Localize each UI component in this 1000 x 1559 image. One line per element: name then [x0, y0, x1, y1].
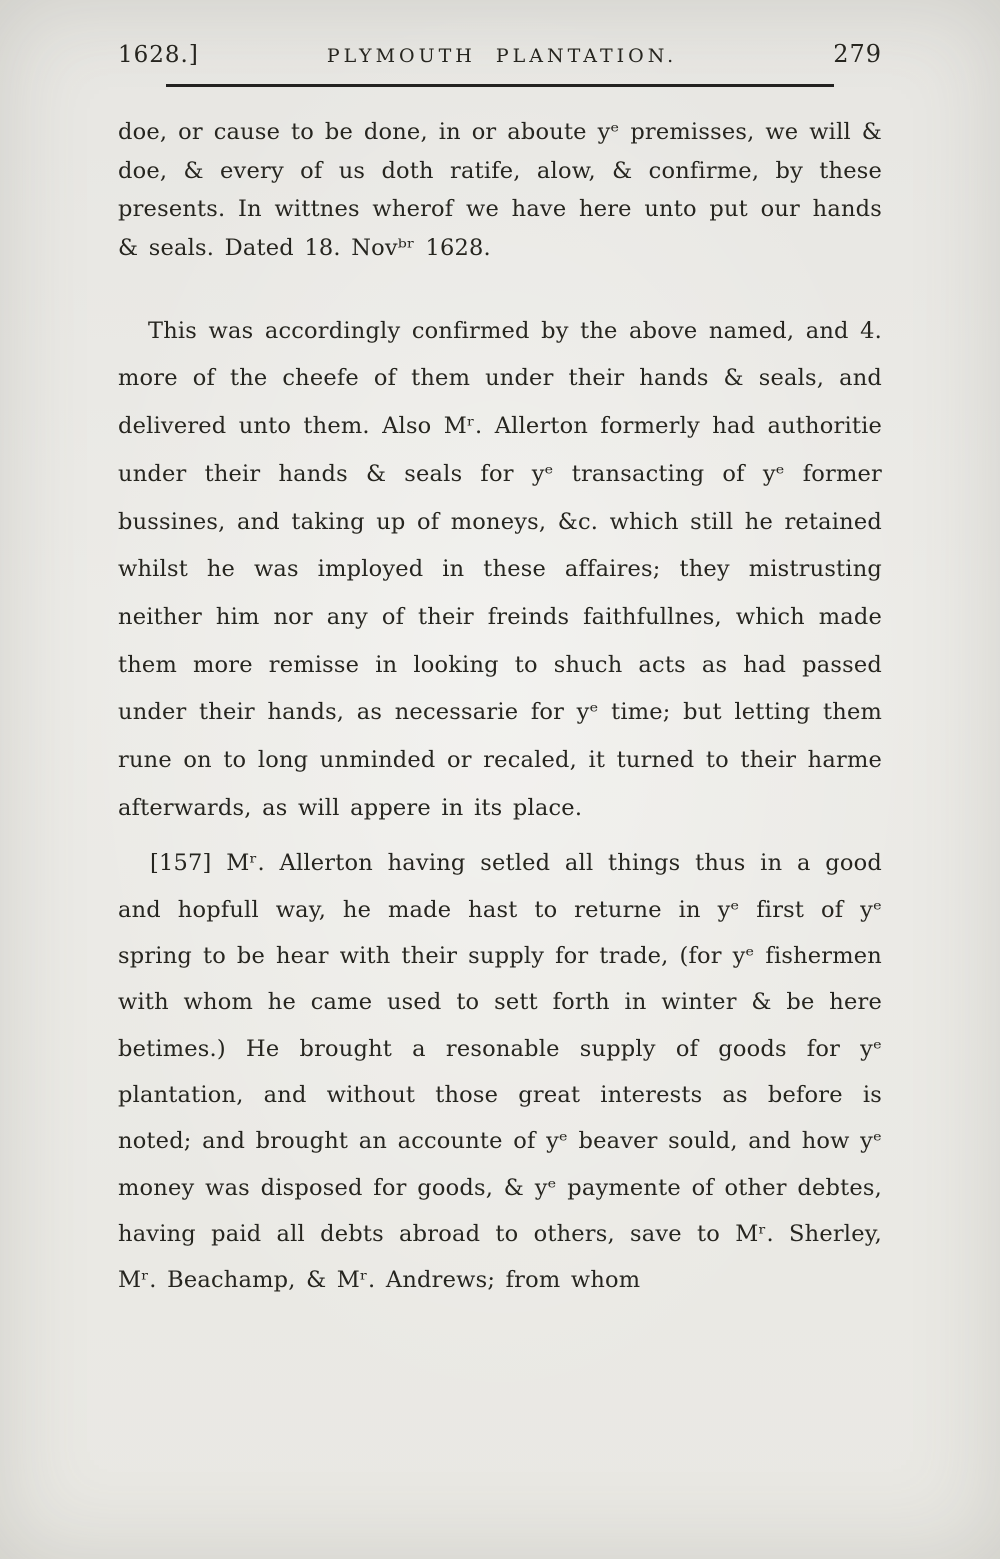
paragraph: [157] Mʳ. Allerton having setled all things thus in a good and hopfull way, he made hast to returne in yᵉ first of yᵉ spring to be hear with their supply for trade, (for yᵉ fishermen with whom he came used to sett forth in winter & be here betimes.) He brought a resonable supply of goods for yᵉ plantation, and without those great interests as before is noted; and brought an accounte of yᵉ beaver sould, and how yᵉ money was disposed for goods, & yᵉ paymente of other debtes, having paid all debts abroad to others, save to Mʳ. Sherley, Mʳ. Beachamp, & Mʳ. Andrews; from whom — [118, 850, 882, 1294]
header-title: PLYMOUTH PLANTATION. — [326, 45, 678, 67]
header-year: 1628.] — [118, 42, 199, 68]
page-header — [0, 0, 1000, 68]
header-rule — [166, 84, 834, 87]
header-page-number: 279 — [833, 40, 882, 68]
paragraph-continuation: doe, or cause to be done, in or aboute yᵉ premisses, we will & doe, & every of us doth ratife, alow, & confirme, by these presents. In wittnes wherof we have here unto put our hands & seals. Dated 18. Novᵇʳ 1628. — [118, 119, 882, 262]
page-body — [0, 113, 1000, 1304]
paragraph: This was accordingly confirmed by the above named, and 4. more of the cheefe of them under their hands & seals, and delivered unto them. Also Mʳ. Allerton formerly had authoritie under their hands & seals for yᵉ transacting of yᵉ former bussines, and taking up of moneys, &c. which still he retained whilst he was imployed in these affaires; they mistrusting neither him nor any of their freinds faithfullnes, which made them more remisse in looking to shuch acts as had passed under their hands, as necessarie for yᵉ time; but letting them rune on to long unminded or recaled, it turned to their harme afterwards, as will appere in its place. — [118, 317, 882, 821]
